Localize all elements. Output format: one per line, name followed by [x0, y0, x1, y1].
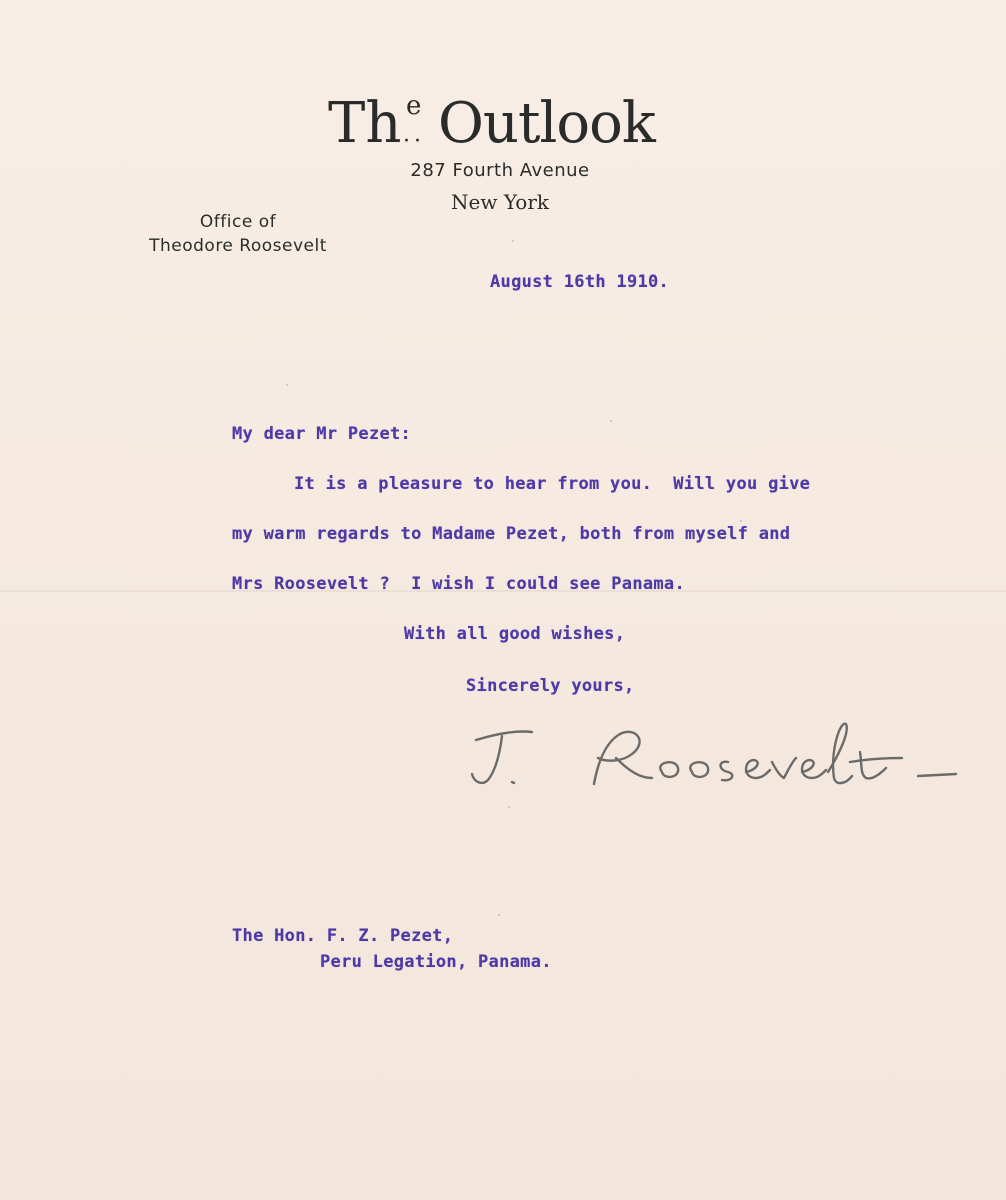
- handwritten-signature: [466, 712, 966, 802]
- letterhead-address: 287 Fourth Avenue: [410, 160, 590, 181]
- salutation: My dear Mr Pezet:: [232, 424, 412, 444]
- letterhead-city: New York: [451, 190, 549, 214]
- body-line-2: my warm regards to Madame Pezet, both from myself and: [232, 524, 791, 544]
- body-line-1: It is a pleasure to hear from you. Will you give: [294, 474, 811, 494]
- recipient-line-1: The Hon. F. Z. Pezet,: [232, 926, 454, 946]
- letterhead-title: [328, 86, 678, 156]
- body-line-3: Mrs Roosevelt ? I wish I could see Panama.: [232, 574, 685, 594]
- office-name: Theodore Roosevelt: [149, 236, 327, 256]
- office-of-label: Office of: [199, 212, 277, 232]
- closing-line-2: Sincerely yours,: [466, 676, 635, 696]
- letterhead-dots: ··: [403, 129, 425, 154]
- letterhead-outlook: Outlook: [438, 91, 655, 156]
- letter-date: August 16th 1910.: [490, 272, 670, 292]
- letterhead-the-e: e: [406, 91, 422, 121]
- letterhead-the: Th: [328, 91, 402, 156]
- closing-line-1: With all good wishes,: [404, 624, 626, 644]
- recipient-line-2: Peru Legation, Panama.: [320, 952, 552, 972]
